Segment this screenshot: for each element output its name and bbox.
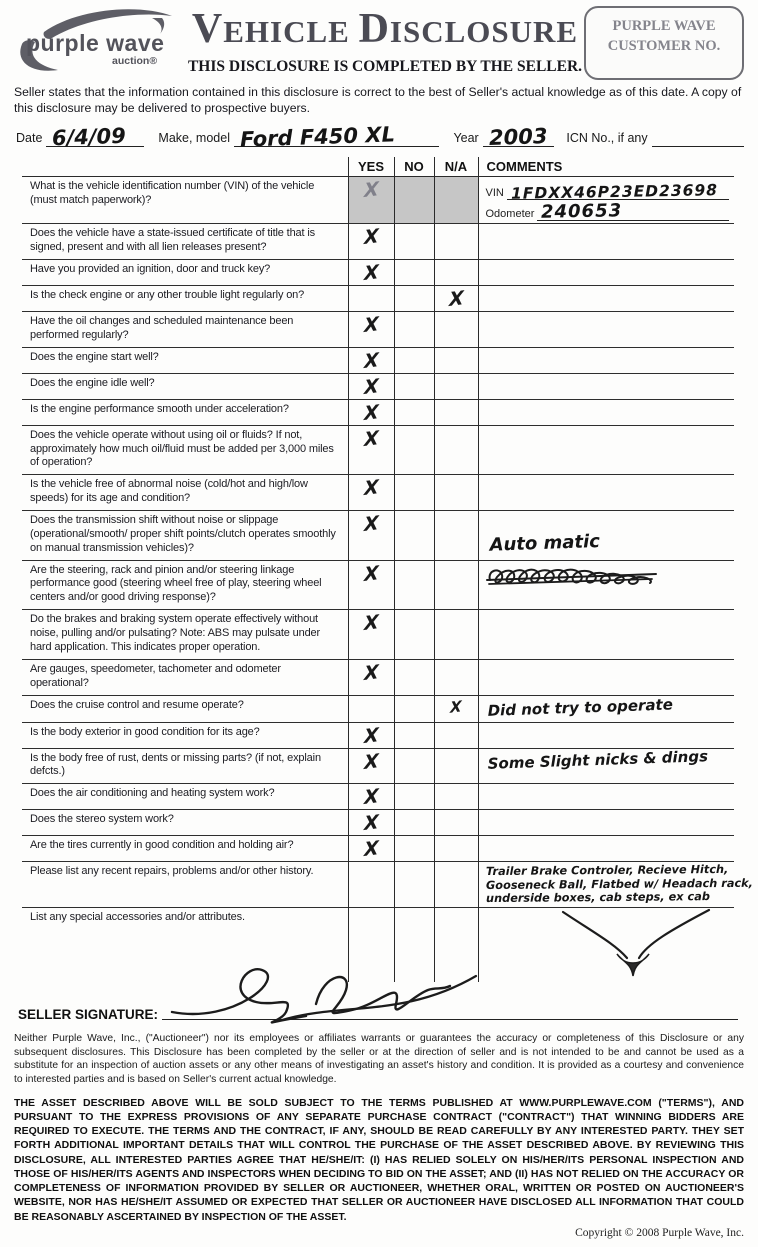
question-text: Have you provided an ignition, door and truck key? — [22, 260, 348, 286]
no-column-header: NO — [394, 157, 434, 177]
handwritten-comment-line: Gooseneck Ball, Flatbed w/ Headach rack, — [485, 876, 753, 892]
yes-cell — [348, 784, 394, 810]
handwritten-comment-line: Trailer Brake Controler, Recieve Hitch, — [485, 863, 728, 879]
table-header-row — [22, 157, 734, 177]
scribbled-out-comment — [484, 565, 669, 591]
comments-cell — [478, 695, 734, 722]
handwritten-comment: Some Slight nicks & dings — [486, 746, 708, 773]
yes-mark: X — [363, 723, 379, 748]
yes-cell — [348, 610, 394, 660]
make-model-label: Make, model — [158, 131, 230, 146]
seller-signature-handwriting — [164, 958, 494, 1034]
yes-mark: X — [363, 374, 379, 399]
comments-cell — [478, 560, 734, 610]
na-cell — [434, 659, 478, 695]
comments-cell — [478, 177, 734, 224]
no-cell — [394, 347, 434, 373]
seller-signature-label: SELLER SIGNATURE: — [18, 1006, 159, 1022]
yes-cell — [348, 399, 394, 425]
comments-column-header: COMMENTS — [478, 157, 734, 177]
odometer-handwritten-value: 240653 — [541, 200, 623, 224]
intro-statement: Seller states that the information contained in this disclosure is correct to the best of Seller's actual knowledge as of this date. A copy of this disclosure may be delivered to prospective buyers. — [14, 85, 742, 116]
na-cell — [434, 425, 478, 475]
question-text: Please list any recent repairs, problems and/or other history. — [22, 862, 348, 908]
yes-mark: X — [363, 749, 379, 774]
vin-line — [484, 180, 730, 204]
no-cell — [394, 286, 434, 312]
form-header — [14, 6, 744, 80]
icn-label: ICN No., if any — [566, 131, 648, 146]
yes-cell — [348, 475, 394, 511]
na-cell — [434, 286, 478, 312]
yes-cell — [348, 312, 394, 348]
yes-cell — [348, 347, 394, 373]
table-row — [22, 286, 734, 312]
na-cell — [434, 511, 478, 561]
no-cell — [394, 224, 434, 260]
table-row — [22, 224, 734, 260]
comments-cell — [478, 784, 734, 810]
question-text: Does the engine idle well? — [22, 373, 348, 399]
make-model-field — [234, 122, 439, 153]
handwritten-comment: Auto matic — [488, 530, 600, 556]
purple-wave-logo — [14, 6, 186, 80]
na-cell — [434, 260, 478, 286]
na-mark: X — [448, 287, 464, 312]
odometer-line — [484, 200, 730, 224]
no-cell — [394, 695, 434, 722]
date-label: Date — [16, 131, 43, 146]
yes-cell — [348, 836, 394, 862]
yes-cell — [348, 511, 394, 561]
table-row — [22, 810, 734, 836]
table-row — [22, 722, 734, 748]
yes-cell — [348, 286, 394, 312]
odometer-label: Odometer — [485, 208, 535, 221]
no-cell — [394, 475, 434, 511]
logo-wordmark: purple wave — [26, 30, 165, 56]
comments-cell — [478, 399, 734, 425]
table-row — [22, 399, 734, 425]
make-model-handwritten-value: Ford F450 XL — [239, 122, 396, 153]
question-column-header — [22, 157, 348, 177]
handwritten-comment-line: underside boxes, cab steps, ex cab — [485, 890, 710, 906]
copyright-text: Copyright © 2008 Purple Wave, Inc. — [575, 1227, 744, 1239]
no-cell — [394, 659, 434, 695]
yes-mark: X — [363, 476, 379, 501]
no-cell — [394, 862, 434, 908]
comments-cell — [478, 810, 734, 836]
yes-mark: X — [363, 837, 379, 862]
no-cell — [394, 399, 434, 425]
field-line — [14, 122, 744, 153]
no-cell — [394, 177, 434, 224]
yes-cell — [348, 224, 394, 260]
question-text: Are the steering, rack and pinion and/or steering linkage performance good (steering wheel free of play, steering wheel centers and/or good driving response)? — [22, 560, 348, 610]
comments-cell — [478, 836, 734, 862]
na-cell — [434, 399, 478, 425]
question-text: Have the oil changes and scheduled maintenance been performed regularly? — [22, 312, 348, 348]
na-cell — [434, 722, 478, 748]
na-cell — [434, 224, 478, 260]
na-cell — [434, 610, 478, 660]
table-row-steering — [22, 560, 734, 610]
no-cell — [394, 748, 434, 784]
question-text: Are the tires currently in good condition and holding air? — [22, 836, 348, 862]
na-cell — [434, 784, 478, 810]
comments-cell — [478, 260, 734, 286]
question-text: Does the vehicle have a state-issued certificate of title that is signed, present and with all lien releases present? — [22, 224, 348, 260]
no-cell — [394, 610, 434, 660]
comments-cell — [478, 862, 753, 908]
date-field — [46, 122, 144, 151]
date-handwritten-value: 6/4/09 — [52, 124, 127, 151]
no-cell — [394, 260, 434, 286]
customer-box-line1: PURPLE WAVE — [612, 18, 716, 34]
table-row — [22, 784, 734, 810]
table-row — [22, 610, 734, 660]
yes-cell — [348, 695, 394, 722]
yes-cell — [348, 810, 394, 836]
yes-mark: X — [363, 660, 379, 685]
year-handwritten-value: 2003 — [488, 124, 548, 151]
yes-cell — [348, 373, 394, 399]
table-row — [22, 475, 734, 511]
question-text: Does the vehicle operate without using oil or fluids? If not, approximately how much oil/fluid must be added per 3,000 miles of operation? — [22, 425, 348, 475]
question-text: Is the body free of rust, dents or missing parts? (if not, explain defcts.) — [22, 748, 348, 784]
table-row — [22, 312, 734, 348]
table-row — [22, 260, 734, 286]
na-column-header: N/A — [434, 157, 478, 177]
comments-cell — [478, 224, 734, 260]
comments-cell — [478, 511, 734, 561]
question-text: List any special accessories and/or attributes. — [22, 907, 348, 982]
table-row-body-rust — [22, 748, 734, 784]
no-cell — [394, 722, 434, 748]
question-text: What is the vehicle identification number (VIN) of the vehicle (must match paperwork)? — [22, 177, 348, 224]
icn-field — [652, 122, 744, 147]
no-cell — [394, 425, 434, 475]
page-subtitle: THIS DISCLOSURE IS COMPLETED BY THE SELLER. — [187, 58, 583, 75]
na-cell — [434, 560, 478, 610]
na-cell — [434, 312, 478, 348]
no-cell — [394, 784, 434, 810]
na-mark: X — [450, 696, 462, 717]
year-label: Year — [453, 131, 479, 146]
yes-mark: X — [363, 611, 379, 636]
comments-cell — [478, 907, 734, 982]
na-cell — [434, 695, 478, 722]
yes-mark: X — [363, 261, 379, 286]
yes-mark: X — [363, 512, 379, 537]
question-text: Is the engine performance smooth under acceleration? — [22, 399, 348, 425]
question-text: Does the stereo system work? — [22, 810, 348, 836]
no-cell — [394, 373, 434, 399]
table-row — [22, 425, 734, 475]
na-cell — [434, 748, 478, 784]
yes-mark: X — [363, 400, 379, 425]
question-text: Does the cruise control and resume operate? — [22, 695, 348, 722]
yes-mark: X — [363, 811, 379, 836]
table-row-cruise — [22, 695, 734, 722]
table-row — [22, 347, 734, 373]
comments-cell — [478, 373, 734, 399]
no-cell — [394, 836, 434, 862]
na-cell — [434, 475, 478, 511]
table-row-vin — [22, 177, 734, 224]
question-text: Does the transmission shift without noise or slippage (operational/smooth/ proper shift points/clutch operates smoothly on manual transmission vehicles)? — [22, 511, 348, 561]
yes-cell — [348, 260, 394, 286]
na-cell — [434, 373, 478, 399]
na-cell — [434, 177, 478, 224]
question-text: Does the engine start well? — [22, 347, 348, 373]
yes-cell — [348, 659, 394, 695]
yes-mark: X — [363, 225, 379, 250]
comments-cell — [478, 425, 734, 475]
title-block — [186, 6, 584, 76]
comments-cell — [478, 312, 734, 348]
comments-cell — [478, 748, 734, 784]
table-row-repairs — [22, 862, 734, 908]
yes-cell — [348, 177, 394, 224]
question-text: Is the vehicle free of abnormal noise (cold/hot and high/low speeds) for its age and condition? — [22, 475, 348, 511]
logo-auction-label: auction® — [112, 55, 158, 67]
customer-box-line2: CUSTOMER NO. — [607, 37, 721, 54]
yes-cell — [348, 560, 394, 610]
no-cell — [394, 312, 434, 348]
question-text: Do the brakes and braking system operate effectively without noise, pulling and/or pulsating? Note: ABS may pulsate under hard application. This indicates proper operation. — [22, 610, 348, 660]
table-row — [22, 373, 734, 399]
yes-mark: X — [363, 426, 379, 451]
handwritten-comment: Did not try to operate — [486, 694, 673, 720]
comments-cell — [478, 347, 734, 373]
question-text: Is the check engine or any other trouble light regularly on? — [22, 286, 348, 312]
customer-no-box — [584, 6, 744, 80]
yes-mark: X — [363, 178, 379, 203]
no-cell — [394, 511, 434, 561]
year-field — [483, 122, 555, 151]
page-title: VEHICLE DISCLOSURE — [191, 6, 579, 52]
vin-label: VIN — [485, 187, 504, 200]
signature-section — [14, 984, 744, 1030]
question-text: Are gauges, speedometer, tachometer and odometer operational? — [22, 659, 348, 695]
question-text: Does the air conditioning and heating system work? — [22, 784, 348, 810]
yes-cell — [348, 425, 394, 475]
no-cell — [394, 810, 434, 836]
table-row-transmission — [22, 511, 734, 561]
disclosure-table — [22, 157, 753, 982]
disclaimer-text: Neither Purple Wave, Inc., ("Auctioneer") nor its employees or affiliates warrants or guarantees the accuracy or completeness of this Disclosure or any subsequent disclosures. This Disclosure has been completed by the seller or at the direction of seller and is not intended to be and cannot be used as a substitute for an inspection of auction assets or any other means of investigating an asset's history and condition. It is provided as a courtesy and convenience to interested parties and is based on Seller's current actual knowledge. — [14, 1032, 744, 1085]
comments-cell — [478, 286, 734, 312]
yes-cell — [348, 722, 394, 748]
yes-cell — [348, 748, 394, 784]
yes-mark: X — [363, 313, 379, 338]
na-cell — [434, 810, 478, 836]
na-cell — [434, 862, 478, 908]
vin-handwritten-value: 1FDXX46P23ED23698 — [510, 181, 719, 204]
yes-mark: X — [363, 348, 379, 373]
question-text: Is the body exterior in good condition for its age? — [22, 722, 348, 748]
table-row — [22, 659, 734, 695]
yes-mark: X — [363, 785, 379, 810]
yes-column-header: YES — [348, 157, 394, 177]
na-cell — [434, 836, 478, 862]
no-cell — [394, 560, 434, 610]
yes-mark: X — [363, 561, 379, 586]
table-row — [22, 836, 734, 862]
terms-text: THE ASSET DESCRIBED ABOVE WILL BE SOLD SUBJECT TO THE TERMS PUBLISHED AT WWW.PURPLEWAVE.COM ("TERMS"), AND PURSUANT TO THE EXPRESS PROVISIONS OF ANY SEPARATE PURCHASE CONTRACT ("CONTRACT") THAT WINNING BIDDERS ARE REQUIRED TO EXECUTE. THE TERMS AND THE CONTRACT, IF ANY, SHOULD BE READ CAREFULLY BY ANY INTERESTED PARTY. THEY SET FORTH ADDITIONAL IMPORTANT DETAILS THAT WILL CONTROL THE PURCHASE OF THE ASSET DESCRIBED ABOVE. BY REVIEWING THIS DISCLOSURE, ALL INTERESTED PARTIES AGREE THAT HE/SHE/IT: (I) HAS RELIED SOLELY ON HIS/HER/ITS PERSONAL INSPECTION AND THOSE OF HIS/HER/ITS AGENTS AND INSPECTORS WHEN DECIDING TO BID ON THE ASSET; AND (II) HAS NOT RELIED ON THE ACCURACY OR COMPLETENESS OF INFORMATION PROVIDED BY SELLER OR AUCTIONEER, WHETHER ORAL, WRITTEN OR POSTED ON AUCTIONEER'S WEBSITE, NOR HAS HE/SHE/IT ASSUMED OR EXPECTED THAT SELLER OR AUCTIONEER HAVE DISCLOSED ALL INFORMATION THAT COULD BE REASONABLY ASCERTAINED BY INSPECTION OF THE ASSET. — [14, 1096, 744, 1223]
yes-cell — [348, 862, 394, 908]
comments-cell — [478, 610, 734, 660]
hand-drawn-arrow-icon — [539, 908, 729, 978]
na-cell — [434, 347, 478, 373]
